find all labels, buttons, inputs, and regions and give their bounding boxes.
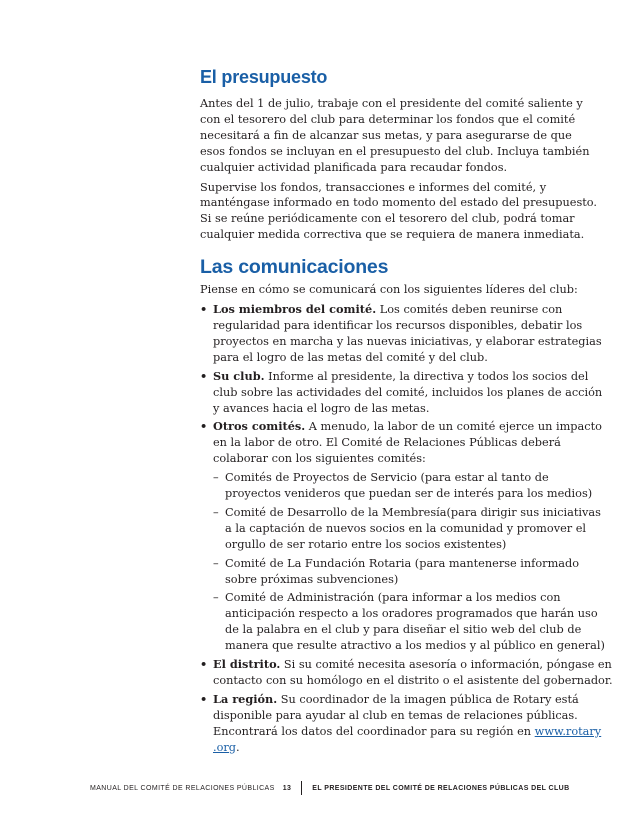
- budget-paragraph-2: [200, 180, 597, 244]
- page-number: 13: [282, 784, 292, 792]
- text-line: A menudo, la labor de un comité ejerce un impacto: [305, 420, 602, 434]
- text-line: orgullo de ser rotario entre los socios existentes): [225, 537, 507, 551]
- text-line: para el logro de las metas del comité y del club.: [213, 350, 488, 364]
- text-line: contacto con su homólogo en el distrito o el asistente del gobernador.: [213, 674, 613, 687]
- text-line: Su coordinador de la imagen pública de Rotary está: [277, 692, 579, 706]
- item-title: Otros comités.: [213, 419, 306, 434]
- text-line: disponible para ayudar al club en temas de relaciones públicas.: [213, 708, 578, 722]
- text-line: manera que resulte atractivo a los medios y al público en general): [225, 639, 605, 653]
- text-line: proyectos en marcha y las nuevas iniciativas, y elaborar estrategias: [213, 334, 602, 348]
- text-line: cualquier medida correctiva que se requiera de manera inmediata.: [200, 228, 585, 242]
- text-line: Si se reúne periódicamente con el tesorero del club, podrá tomar: [200, 212, 575, 226]
- list-item-your-club: [200, 368, 603, 417]
- bullet-icon: •: [200, 691, 208, 706]
- text-line: y avances hacia el logro de las metas.: [213, 401, 430, 415]
- text-line: de la palabra en el club y para diseñar el sitio web del club de: [225, 623, 582, 637]
- text-line: club sobre las actividades del comité, incluidos los planes de acción: [213, 385, 603, 399]
- sublist-item-administration: [213, 590, 605, 654]
- text-line: en la labor de otro. El Comité de Relaciones Públicas deberá: [213, 436, 561, 450]
- section-heading-communications: Las comunicaciones: [200, 256, 389, 279]
- section-heading-budget: El presupuesto: [200, 67, 328, 87]
- footer-chapter-title: EL PRESIDENTE DEL COMITÉ DE RELACIONES PÚBLICAS DEL CLUB: [312, 784, 570, 792]
- budget-paragraph-1: [200, 96, 590, 176]
- list-item-district: [200, 657, 613, 689]
- list-item-other-committees: [200, 419, 605, 654]
- text-line: anticipación respecto a los oradores programados que harán uso: [225, 607, 598, 621]
- text-line: necesitará a fin de alcanzar sus metas, y para asegurarse de que: [200, 128, 572, 142]
- text-line: cualquier actividad planificada para recaudar fondos.: [200, 160, 508, 174]
- text-line: a la captación de nuevos socios en la comunidad y promover el: [225, 521, 587, 535]
- text-line: Comité de Administración (para informar a los medios con: [225, 591, 561, 605]
- item-title: Los miembros del comité.: [213, 302, 377, 317]
- item-title: La región.: [213, 691, 278, 706]
- text-line: Los comités deben reunirse con: [376, 303, 563, 317]
- page-content: [200, 66, 613, 759]
- rotary-link-continued[interactable]: .org: [213, 740, 237, 754]
- dash-icon: –: [213, 591, 219, 605]
- rotary-link[interactable]: www.rotary: [534, 724, 602, 738]
- list-item-region: [200, 691, 602, 756]
- item-title: El distrito.: [213, 657, 281, 672]
- text-line: colaborar con los siguientes comités:: [213, 452, 426, 466]
- text-line: Si su comité necesita asesoría o información, póngase en: [280, 658, 612, 672]
- dash-icon: –: [213, 471, 219, 485]
- text-line: Antes del 1 de julio, trabaje con el presidente del comité saliente y: [200, 97, 583, 110]
- text-line: Encontrará los datos del coordinador para su región en: [213, 724, 535, 738]
- footer-divider: [301, 781, 302, 795]
- text-line: esos fondos se incluyan en el presupuesto del club. Incluya también: [200, 144, 590, 158]
- text-line: manténgase informado en todo momento del estado del presupuesto.: [200, 196, 597, 210]
- bullet-icon: •: [200, 302, 208, 317]
- bullet-icon: •: [200, 657, 208, 672]
- text-line: Comité de La Fundación Rotaria (para mantenerse informado: [225, 556, 580, 570]
- text-line: .: [236, 740, 240, 754]
- text-line: con el tesorero del club para determinar los fondos que el comité: [200, 112, 576, 126]
- text-line: Informe al presidente, la directiva y todos los socios del: [264, 369, 589, 383]
- sublist-item-membership: [213, 505, 601, 553]
- text-line: Supervise los fondos, transacciones e informes del comité, y: [200, 180, 547, 194]
- list-item-committee-members: [200, 302, 602, 366]
- item-title: Su club.: [213, 368, 265, 383]
- text-line: sobre próximas subvenciones): [225, 572, 399, 586]
- sublist-item-service-projects: [213, 470, 593, 502]
- text-line: proyectos venideros que puedan ser de interés para los medios): [225, 487, 593, 501]
- dash-icon: –: [213, 505, 219, 519]
- bullet-icon: •: [200, 368, 208, 383]
- dash-icon: –: [213, 556, 219, 570]
- text-line: regularidad para identificar los recursos disponibles, debatir los: [213, 318, 583, 332]
- page-footer: [90, 781, 570, 795]
- communications-intro: Piense en cómo se comunicará con los siguientes líderes del club:: [200, 283, 578, 297]
- text-line: Comités de Proyectos de Servicio (para estar al tanto de: [225, 471, 549, 485]
- bullet-icon: •: [200, 419, 208, 434]
- leader-list: [200, 302, 613, 755]
- text-line: Comité de Desarrollo de la Membresía(para dirigir sus iniciativas: [225, 505, 601, 519]
- committee-sublist: [213, 470, 605, 654]
- footer-manual-title: MANUAL DEL COMITÉ DE RELACIONES PÚBLICAS: [90, 784, 275, 792]
- sublist-item-foundation: [213, 556, 580, 588]
